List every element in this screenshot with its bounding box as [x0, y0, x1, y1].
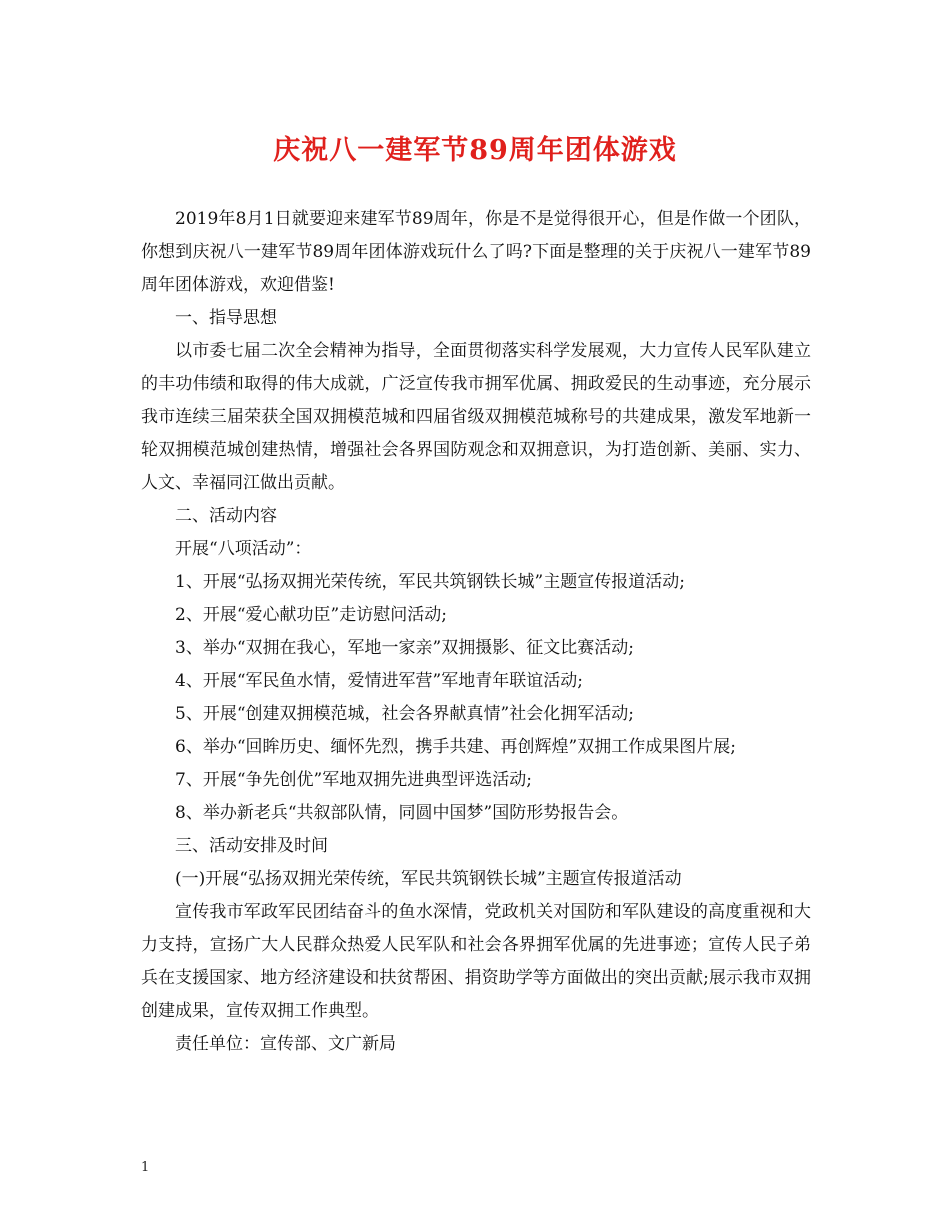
sub-heading: (一)开展“弘扬双拥光荣传统，军民共筑钢铁长城”主题宣传报道活动 — [175, 869, 682, 889]
intro-paragraph: 2019年8月1日就要迎来建军节89周年，你是不是觉得很开心，但是作做一个团队，你想到庆祝八一建军节89周年团体游戏玩什么了吗?下面是整理的关于庆祝八一建军节89周年团体游戏，欢迎借鉴! — [141, 209, 811, 295]
list-item: 6、举办“回眸历史、缅怀先烈，携手共建、再创辉煌”双拥工作成果图片展; — [175, 737, 736, 757]
section-heading-2: 二、活动内容 — [175, 506, 277, 526]
document-title: 庆祝八一建军节89周年团体游戏 — [273, 135, 677, 166]
list-item: 1、开展“弘扬双拥光荣传统，军民共筑钢铁长城”主题宣传报道活动; — [175, 572, 685, 592]
list-item: 7、开展“争先创优”军地双拥先进典型评选活动; — [175, 770, 532, 790]
section-heading-1: 一、指导思想 — [175, 308, 277, 328]
list-item: 4、开展“军民鱼水情，爱情进军营”军地青年联谊活动; — [175, 671, 583, 691]
page-number: 1 — [141, 1160, 150, 1175]
guiding-ideology-paragraph: 以市委七届二次全会精神为指导，全面贯彻落实科学发展观，大力宣传人民军队建立的丰功伟绩和取得的伟大成就，广泛宣传我市拥军优属、拥政爱民的生动事迹，充分展示我市连续三届荣获全国双拥模范城和四届省级双拥模范城称号的共建成果，激发军地新一轮双拥模范城创建热情，增强社会各界国防观念和双拥意识，为打造创新、美丽、实力、人文、幸福同江做出贡献。 — [141, 341, 811, 493]
activities-intro: 开展“八项活动”： — [175, 539, 312, 559]
list-item: 8、举办新老兵“共叙部队情，同圆中国梦”国防形势报告会。 — [175, 803, 629, 823]
list-item: 5、开展“创建双拥模范城，社会各界献真情”社会化拥军活动; — [175, 704, 634, 724]
list-item: 3、举办“双拥在我心，军地一家亲”双拥摄影、征文比赛活动; — [175, 638, 634, 658]
section-heading-3: 三、活动安排及时间 — [175, 836, 328, 856]
publicity-paragraph: 宣传我市军政军民团结奋斗的鱼水深情，党政机关对国防和军队建设的高度重视和大力支持，宣扬广大人民群众热爱人民军队和社会各界拥军优属的先进事迹；宣传人民子弟兵在支援国家、地方经济建设和扶贫帮困、捐资助学等方面做出的突出贡献;展示我市双拥创建成果，宣传双拥工作典型。 — [141, 902, 811, 1021]
document-body — [141, 203, 811, 1061]
list-item: 2、开展“爱心献功臣”走访慰问活动; — [175, 605, 447, 625]
responsible-unit: 责任单位：宣传部、文广新局 — [175, 1034, 396, 1054]
